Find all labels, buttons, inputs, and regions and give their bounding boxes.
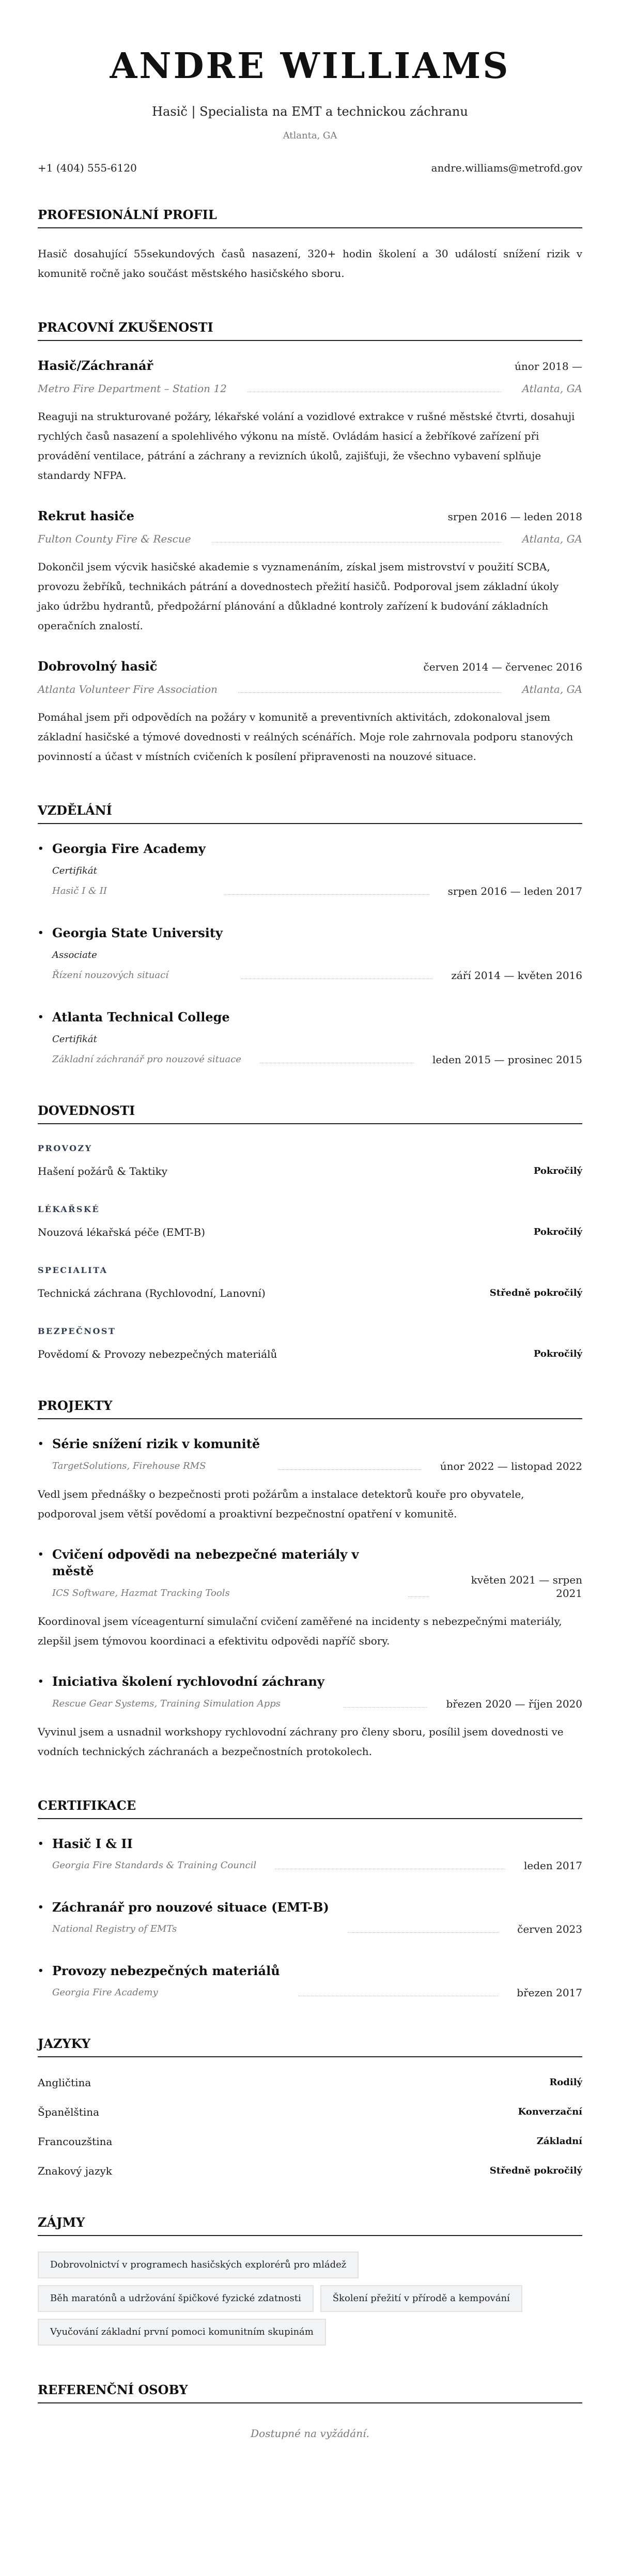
section-heading: PROFESIONÁLNÍ PROFIL	[38, 207, 582, 228]
interest-chip: Běh maratónů a udržování špičkové fyzické zdatnosti	[38, 2285, 314, 2312]
project-item	[38, 1546, 582, 1651]
certifications-list	[38, 1836, 582, 1999]
dotted-leader	[247, 385, 502, 392]
language-name: Angličtina	[38, 2076, 91, 2089]
skill-group	[38, 1143, 582, 1178]
education-section	[38, 802, 582, 1066]
field-of-study: Řízení nouzových situací	[52, 970, 168, 981]
job-header	[38, 358, 582, 374]
project-description: Vyvinul jsem a usnadnil workshopy rychlovodní záchrany pro členy sboru, posílil jsem dovednosti ve vodních technických záchranách a bezpečnostních protokolech.	[38, 1726, 564, 1758]
list-item	[38, 1899, 582, 1936]
job-description: Reaguji na strukturované požáry, lékařské volání a vozidlové extrakce v rušné městské čtvrti, dosahuji rychlých časů nasazení a spolehlivého výkonu na místě. Ovládám hasicí a žebříkové zařízení při provádění ventilace, pátrání a záchrany a revizních úkolů, zajišťuji, že všechno vybavení splňuje standardy NFPA.	[38, 410, 575, 482]
entry-main	[38, 1963, 280, 1999]
references-text: Dostupné na vyžádání.	[251, 2427, 369, 2440]
entry-title-text: Záchranář pro nouzové situace (EMT-B)	[52, 1900, 329, 1915]
entry-title	[38, 1963, 280, 1979]
language-level: Rodilý	[549, 2077, 582, 2088]
entry-main	[38, 1009, 241, 1066]
interest-chip: Dobrovolnictví v programech hasičských explorérů pro mládež	[38, 2252, 359, 2278]
bullet-icon: •	[38, 1549, 44, 1560]
section-heading: DOVEDNOSTI	[38, 1103, 582, 1124]
job-header	[38, 658, 582, 675]
degree-type: Certifikát	[52, 1034, 97, 1045]
skill-level: Pokročilý	[533, 1166, 582, 1176]
bullet-icon: •	[38, 1965, 44, 1976]
entry-title	[38, 841, 206, 857]
job-subheader	[38, 532, 582, 546]
projects-section	[38, 1398, 582, 1761]
entry-dates: srpen 2016 — leden 2017	[447, 885, 582, 897]
section-heading: ZÁJMY	[38, 2214, 582, 2236]
company-name: Atlanta Volunteer Fire Association	[38, 683, 218, 695]
skills-list	[38, 1143, 582, 1361]
references-section	[38, 2382, 582, 2441]
entry-title	[38, 1899, 329, 1916]
list-item	[38, 1963, 582, 1999]
language-level: Konverzační	[518, 2106, 582, 2117]
skill-row	[38, 1164, 582, 1178]
languages-list	[38, 2075, 582, 2178]
profile-text: Hasič dosahující 55sekundových časů nasazení, 320+ hodin školení a 30 událostí snížení rizik v komunitě ročně jako součást městského hasičského sboru.	[38, 247, 582, 280]
bullet-icon: •	[38, 927, 44, 938]
language-row	[38, 2105, 582, 2119]
entry-main	[38, 1836, 256, 1872]
project-header	[38, 1673, 582, 1711]
section-heading: PRACOVNÍ ZKUŠENOSTI	[38, 319, 582, 341]
experience-list	[38, 358, 582, 766]
project-item	[38, 1673, 582, 1761]
list-item	[38, 925, 582, 982]
entry-main	[38, 1673, 324, 1711]
job-location: Atlanta, GA	[522, 382, 582, 395]
certifications-section	[38, 1797, 582, 1999]
skills-section	[38, 1103, 582, 1361]
interest-chip: Školení přežití v přírodě a kempování	[320, 2285, 522, 2312]
entry-dates: březen 2017	[517, 1987, 582, 1999]
entry-main	[38, 925, 223, 982]
email[interactable]: andre.williams@metrofd.gov	[431, 162, 582, 174]
entry-title-text: Cvičení odpovědi na nebezpečné materiály v městě	[52, 1547, 359, 1578]
contact-row	[38, 161, 582, 175]
cert-issuer: Georgia Fire Standards & Training Council	[52, 1860, 257, 1871]
skill-level: Pokročilý	[533, 1227, 582, 1237]
dotted-leader	[408, 1590, 429, 1597]
dotted-leader	[278, 1463, 422, 1470]
project-description: Koordinoval jsem víceagenturní simulační cvičení zaměřené na incidenty s nebezpečnými materiály, zlepšil jsem týmovou koordinaci a efektivitu odpovědi napříč sbory.	[38, 1615, 562, 1647]
dotted-leader	[299, 1989, 499, 1996]
list-item	[38, 1009, 582, 1066]
skill-level: Pokročilý	[533, 1348, 582, 1359]
entry-title	[38, 1546, 390, 1579]
language-row	[38, 2134, 582, 2149]
cert-issuer: Georgia Fire Academy	[52, 1987, 158, 1998]
job-dates: srpen 2016 — leden 2018	[447, 510, 582, 523]
entry-dates: červen 2023	[517, 1923, 582, 1935]
section-heading: JAZYKY	[38, 2036, 582, 2057]
project-tech: TargetSolutions, Firehouse RMS	[52, 1461, 206, 1471]
entry-title-text: Iniciativa školení rychlovodní záchrany	[52, 1674, 324, 1689]
entry-dates: únor 2022 — listopad 2022	[440, 1460, 582, 1472]
entry-dates: březen 2020 — říjen 2020	[446, 1698, 582, 1710]
job-header	[38, 508, 582, 524]
job-title: Rekrut hasiče	[38, 508, 134, 523]
list-item	[38, 1836, 582, 1872]
skill-row	[38, 1225, 582, 1239]
skill-category: LÉKAŘSKÉ	[38, 1204, 100, 1214]
dotted-leader	[238, 686, 502, 693]
degree-type: Associate	[52, 950, 97, 960]
job-dates: únor 2018 —	[515, 360, 582, 373]
entry-title	[38, 1009, 241, 1026]
list-item	[38, 841, 582, 898]
skill-category: PROVOZY	[38, 1143, 92, 1153]
dotted-leader	[224, 888, 429, 895]
skill-category: SPECIALITA	[38, 1265, 108, 1275]
dotted-leader	[343, 1700, 428, 1708]
job-description: Pomáhal jsem při odpovědích na požáry v komunitě a preventivních aktivitách, zdokonaloval jsem základní hasičské a týmové dovednosti v reálných scénářích. Moje role zahrnovala podporu stanových povinností a účast v místních cvičeních k posílení připravenosti na nouzové situace.	[38, 711, 574, 763]
entry-title	[38, 925, 223, 941]
cert-issuer: National Registry of EMTs	[52, 1923, 177, 1934]
projects-list	[38, 1436, 582, 1761]
field-of-study: Základní záchranář pro nouzové situace	[52, 1054, 241, 1065]
job-entry	[38, 508, 582, 635]
entry-title	[38, 1673, 324, 1690]
entry-dates: září 2014 — květen 2016	[451, 969, 582, 982]
entry-main	[38, 841, 206, 898]
resume-header	[38, 45, 582, 175]
project-header	[38, 1546, 582, 1600]
field-of-study: Hasič I & II	[52, 886, 107, 896]
entry-title	[38, 1436, 260, 1452]
skill-group	[38, 1326, 582, 1361]
job-subheader	[38, 682, 582, 696]
job-dates: červen 2014 — červenec 2016	[423, 661, 582, 673]
language-name: Španělština	[38, 2106, 100, 2118]
language-level: Středně pokročilý	[489, 2165, 582, 2176]
project-tech: ICS Software, Hazmat Tracking Tools	[52, 1588, 230, 1599]
interest-chip: Vyučování základní první pomoci komunitním skupinám	[38, 2319, 326, 2346]
dotted-leader	[275, 1862, 505, 1869]
company-name: Fulton County Fire & Rescue	[38, 533, 191, 545]
skill-name: Technická záchrana (Rychlovodní, Lanovní)	[38, 1287, 266, 1299]
candidate-title: Hasič | Specialista na EMT a technickou záchranu	[152, 104, 468, 119]
entry-title	[38, 1836, 256, 1852]
project-item	[38, 1436, 582, 1524]
skill-row	[38, 1347, 582, 1361]
languages-section	[38, 2036, 582, 2178]
project-tech: Rescue Gear Systems, Training Simulation Apps	[52, 1698, 281, 1709]
project-header	[38, 1436, 582, 1473]
bullet-icon: •	[38, 1012, 44, 1022]
skill-name: Nouzová lékařská péče (EMT-B)	[38, 1226, 206, 1238]
entry-dates: leden 2017	[523, 1859, 582, 1872]
entry-title-text: Atlanta Technical College	[52, 1010, 230, 1025]
section-heading: REFERENČNÍ OSOBY	[38, 2382, 582, 2403]
company-name: Metro Fire Department – Station 12	[38, 382, 227, 395]
entry-title-text: Série snížení rizik v komunitě	[52, 1436, 260, 1451]
job-entry	[38, 658, 582, 766]
interests-section	[38, 2214, 582, 2346]
dotted-leader	[212, 535, 502, 542]
entry-main	[38, 1436, 260, 1473]
section-heading: PROJEKTY	[38, 1398, 582, 1419]
entry-dates: leden 2015 — prosinec 2015	[432, 1053, 582, 1066]
section-heading: CERTIFIKACE	[38, 1797, 582, 1819]
project-description: Vedl jsem přednášky o bezpečnosti proti požárům a instalace detektorů kouře pro obyvatele, podporoval jsem větší povědomí a proaktivní bezpečnostní opatření v komunitě.	[38, 1488, 524, 1520]
skill-group	[38, 1265, 582, 1300]
job-location: Atlanta, GA	[522, 533, 582, 545]
language-row	[38, 2164, 582, 2178]
job-title: Dobrovolný hasič	[38, 659, 158, 674]
entry-dates: květen 2021 — srpen 2021	[471, 1574, 582, 1600]
interests-list	[38, 2252, 582, 2346]
job-entry	[38, 358, 582, 485]
entry-main	[38, 1899, 329, 1936]
section-heading: VZDĚLÁNÍ	[38, 802, 582, 824]
dotted-leader	[348, 1926, 499, 1933]
experience-section	[38, 319, 582, 766]
language-name: Znakový jazyk	[38, 2165, 112, 2177]
language-row	[38, 2075, 582, 2090]
phone[interactable]: +1 (404) 555-6120	[38, 162, 137, 174]
bullet-icon: •	[38, 1902, 44, 1913]
job-title: Hasič/Záchranář	[38, 358, 153, 373]
skill-name: Povědomí & Provozy nebezpečných materiálů	[38, 1348, 277, 1360]
skill-group	[38, 1204, 582, 1239]
entry-main	[38, 1546, 390, 1600]
entry-title-text: Provozy nebezpečných materiálů	[52, 1963, 280, 1978]
entry-title-text: Hasič I & II	[52, 1836, 133, 1851]
bullet-icon: •	[38, 1438, 44, 1449]
candidate-location: Atlanta, GA	[283, 130, 337, 141]
bullet-icon: •	[38, 1676, 44, 1687]
job-location: Atlanta, GA	[522, 683, 582, 695]
skill-row	[38, 1286, 582, 1300]
language-level: Základní	[536, 2136, 582, 2147]
dotted-leader	[260, 1056, 414, 1063]
dotted-leader	[241, 972, 432, 979]
candidate-name: ANDRE WILLIAMS	[110, 45, 510, 87]
bullet-icon: •	[38, 843, 44, 854]
job-description: Dokončil jsem výcvik hasičské akademie s vyznamenáním, získal jsem mistrovství v použití SCBA, provozu žebříků, technikách pátrání a dovednostech přežití hasičů. Podporoval jsem základní úkoly jako údržbu hydrantů, předpožární plánování a důkladné kontroly zařízení k budování základních operačních znalostí.	[38, 561, 559, 632]
entry-title-text: Georgia Fire Academy	[52, 841, 206, 856]
skill-name: Hašení požárů & Taktiky	[38, 1165, 168, 1177]
skill-level: Středně pokročilý	[489, 1287, 582, 1298]
skill-category: BEZPEČNOST	[38, 1326, 116, 1336]
bullet-icon: •	[38, 1838, 44, 1849]
language-name: Francouzština	[38, 2135, 113, 2148]
profile-section	[38, 207, 582, 283]
job-subheader	[38, 381, 582, 396]
entry-title-text: Georgia State University	[52, 925, 223, 940]
education-list	[38, 841, 582, 1066]
degree-type: Certifikát	[52, 865, 97, 876]
